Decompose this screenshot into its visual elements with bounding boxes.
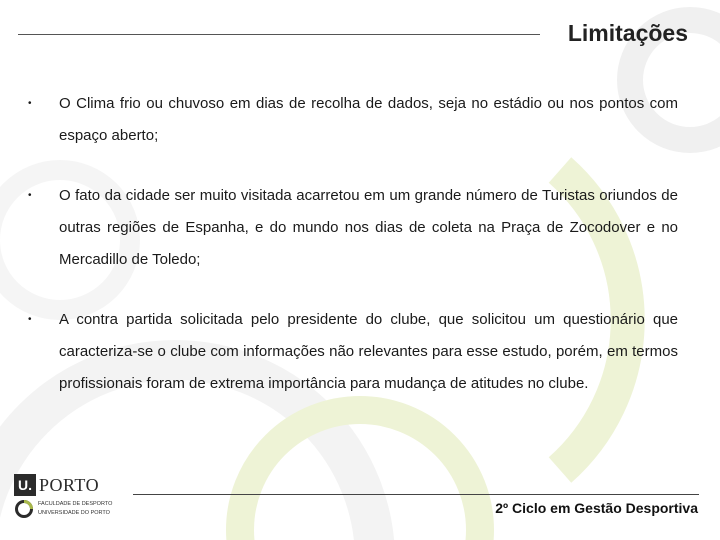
bullet-list: [28, 88, 678, 400]
bullet-item: [28, 180, 678, 276]
logo-u-block: U.: [14, 474, 36, 496]
logo-university-line: UNIVERSIDADE DO PORTO: [38, 510, 110, 516]
bullet-dot: •: [28, 98, 32, 109]
bullet-item: [28, 304, 678, 400]
logo-emblem-icon: [14, 499, 34, 519]
bullet-text: A contra partida solicitada pelo presidente do clube, que solicitou um questionário que caracteriza-se o clube com informações não relevantes para esse estudo, porém, em termos profissionais foram de extrema importância para mudança de atitudes no clube.: [59, 311, 678, 392]
slide-title: Limitações: [567, 20, 688, 46]
logo-faculty-line: FACULDADE DE DESPORTO: [38, 501, 113, 507]
bullet-text: O fato da cidade ser muito visitada acarretou em um grande número de Turistas oriundos de outras regiões de Espanha, e do mundo nos dias de coleta na Praça de Zocodover e no Mercadillo de Toledo;: [59, 187, 678, 268]
footer-divider: [133, 494, 699, 495]
university-logo: [14, 474, 124, 524]
bullet-dot: •: [28, 314, 32, 325]
logo-wordmark: PORTO: [39, 475, 100, 495]
title-divider: [18, 34, 540, 35]
bullet-dot: •: [28, 190, 32, 201]
bullet-item: [28, 88, 678, 152]
footer-course-label: 2º Ciclo em Gestão Desportiva: [495, 500, 698, 516]
bullet-text: O Clima frio ou chuvoso em dias de recolha de dados, seja no estádio ou nos pontos com espaço aberto;: [59, 95, 678, 144]
